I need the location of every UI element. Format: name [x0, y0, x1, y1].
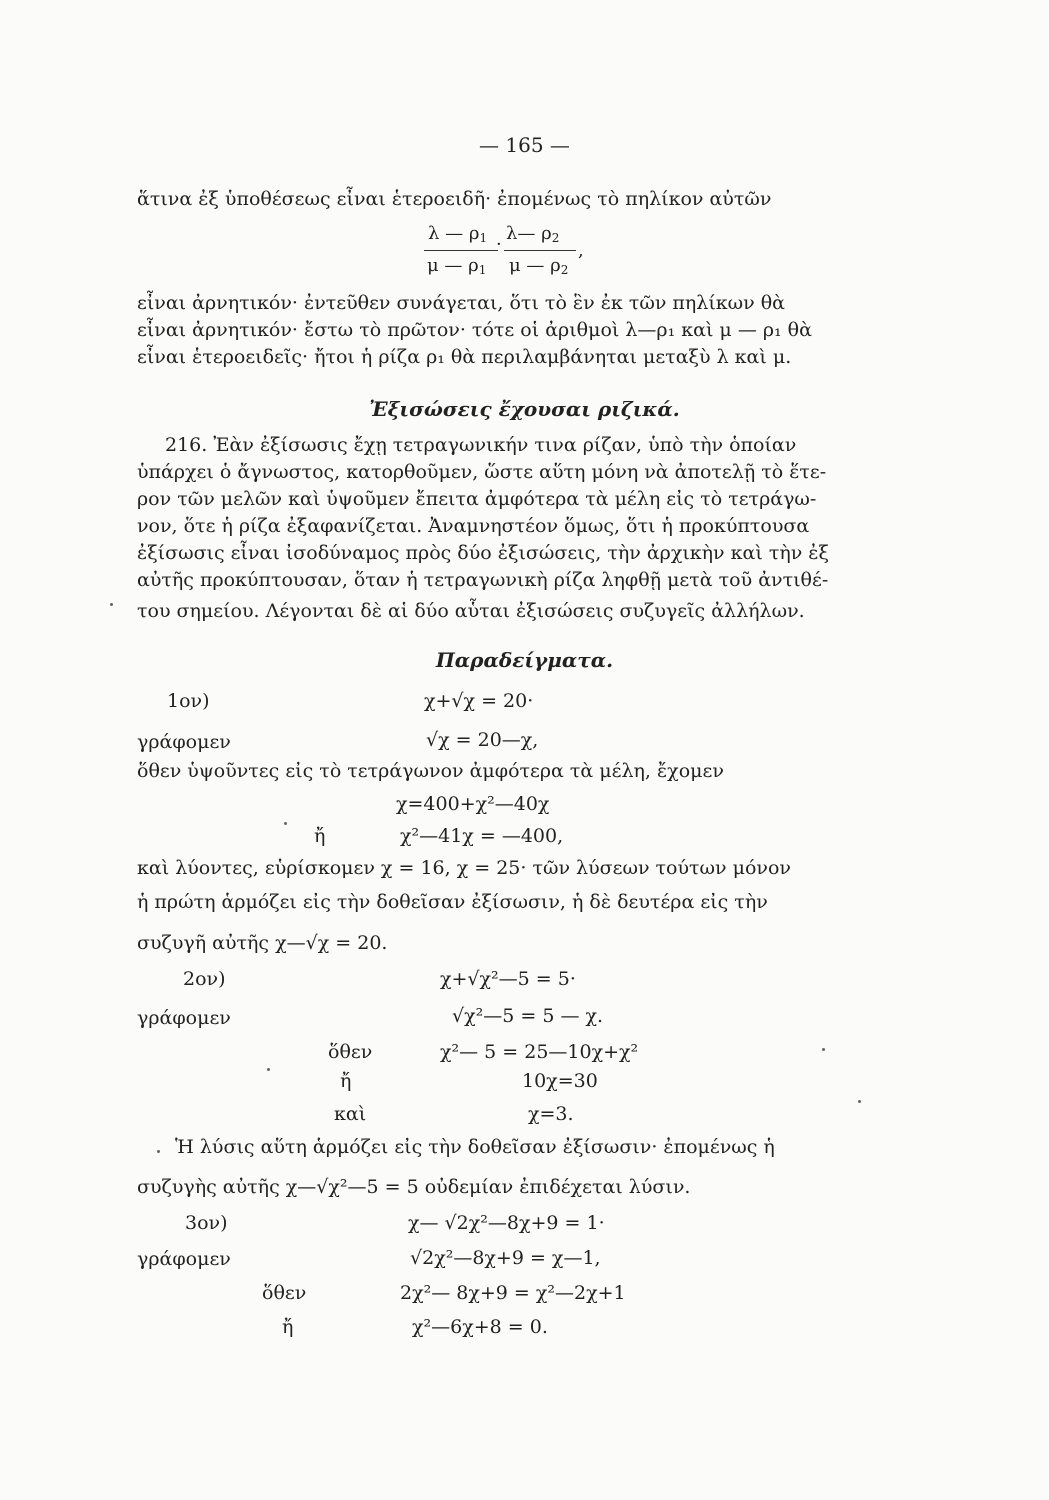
- fraction-bar-2: [504, 250, 576, 251]
- example-label: 2ον): [183, 968, 226, 990]
- examples-heading: Παραδείγματα.: [435, 648, 614, 672]
- text-line: ἡ πρώτη ἁρμόζει εἰς τὴν δοθεῖσαν ἐξίσωσιν, ἡ δὲ δευτέρα εἰς τὴν: [137, 891, 768, 913]
- equation: χ=400+χ²—40χ: [396, 793, 550, 815]
- para216-line: ἐξίσωσις εἶναι ἰσοδύναμος πρὸς δύο ἐξισώσεις, τὴν ἀρχικὴν καὶ τὴν ἐξ: [137, 542, 829, 564]
- denominator-1: μ — $\rho_1$: [427, 255, 487, 277]
- word-hothen: ὅθεν: [328, 1041, 373, 1063]
- para216-line: ὑπάρχει ὁ ἄγνωστος, κατορθοῦμεν, ὥστε αὕτη μόνη νὰ ἀποτελῇ τὸ ἕτε-: [137, 461, 827, 483]
- text-line: ὅθεν ὑψοῦντες εἰς τὸ τετράγωνον ἀμφότερα τὰ μέλη, ἔχομεν: [137, 760, 724, 782]
- scan-speck: [822, 1048, 825, 1051]
- para216-line: νον, ὅτε ἡ ρίζα ἐξαφανίζεται. Ἀναμνηστέον ὅμως, ὅτι ἡ προκύπτουσα: [137, 515, 810, 537]
- word-or: ἤ: [314, 825, 326, 847]
- equation: √χ = 20—χ,: [426, 729, 539, 751]
- denominator-2: μ — $\rho_2$: [509, 255, 569, 277]
- equation: χ²—41χ = —400,: [400, 825, 564, 847]
- equation: 2χ²— 8χ+9 = χ²—2χ+1: [400, 1282, 626, 1304]
- text-line: Ἡ λύσις αὕτη ἁρμόζει εἰς τὴν δοθεῖσαν ἐξίσωσιν· ἐπομένως ἡ: [175, 1136, 775, 1158]
- section-heading: Ἐξισώσεις ἔχουσαι ριζικά.: [369, 397, 680, 421]
- page-number: — 165 —: [479, 133, 570, 157]
- scan-speck: [157, 1150, 160, 1153]
- text-line: καὶ λύοντες, εὑρίσκομεν χ = 16, χ = 25· τῶν λύσεων τούτων μόνον: [137, 857, 791, 879]
- word-grafomen: γράφομεν: [137, 1248, 231, 1270]
- equation: χ— √2χ²—8χ+9 = 1·: [408, 1212, 605, 1234]
- word-grafomen: γράφομεν: [137, 1007, 231, 1029]
- scan-speck: [110, 603, 113, 606]
- word-or: ἤ: [340, 1070, 352, 1092]
- equation: χ+√χ = 20·: [424, 690, 534, 712]
- equation: χ²— 5 = 25—10χ+χ²: [440, 1041, 639, 1063]
- equation: √χ²—5 = 5 — χ.: [452, 1005, 604, 1027]
- equation: 10χ=30: [522, 1070, 598, 1092]
- para1-line1: εἶναι ἀρνητικόν· ἐντεῦθεν συνάγεται, ὅτι τὸ ἓν ἐκ τῶν πηλίκων θὰ: [137, 292, 786, 314]
- word-or: ἤ: [282, 1316, 294, 1338]
- equation: χ²—6χ+8 = 0.: [412, 1316, 548, 1338]
- example-label: 3ον): [185, 1212, 228, 1234]
- multiply-dot: ·: [496, 234, 502, 255]
- intro-line: ἅτινα ἐξ ὑποθέσεως εἶναι ἑτεροειδῆ· ἐπομένως τὸ πηλίκον αὐτῶν: [137, 188, 772, 210]
- word-hothen: ὅθεν: [262, 1282, 307, 1304]
- scan-speck: [284, 822, 287, 825]
- fraction-bar-1: [424, 250, 498, 251]
- scan-speck: [858, 1100, 861, 1103]
- equation: χ+√χ²—5 = 5·: [440, 968, 576, 990]
- text-line: συζυγὴς αὐτῆς χ—√χ²—5 = 5 οὐδεμίαν ἐπιδέχεται λύσιν.: [137, 1176, 691, 1198]
- equation: χ=3.: [528, 1103, 574, 1125]
- text-line: συζυγῆ αὐτῆς χ—√χ = 20.: [137, 932, 388, 954]
- numerator-1: λ — $\rho_1$: [428, 223, 488, 245]
- para216-line: αὐτῆς προκύπτουσαν, ὅταν ἡ τετραγωνικὴ ρίζα ληφθῇ μετὰ τοῦ ἀντιθέ-: [137, 569, 829, 591]
- fraction-comma: ,: [578, 240, 584, 261]
- para216-line: ρον τῶν μελῶν καὶ ὑψοῦμεν ἔπειτα ἀμφότερα τὰ μέλη εἰς τὸ τετράγω-: [137, 488, 817, 510]
- word-kai: καὶ: [334, 1103, 367, 1125]
- numerator-2: λ— $\rho_2$: [506, 223, 560, 245]
- para216-line: του σημείου. Λέγονται δὲ αἱ δύο αὗται ἐξισώσεις συζυγεῖς ἀλλήλων.: [137, 600, 805, 622]
- example-label: 1ον): [167, 690, 210, 712]
- word-grafomen: γράφομεν: [137, 731, 231, 753]
- equation: √2χ²—8χ+9 = χ—1,: [410, 1247, 601, 1269]
- scan-speck: [267, 1068, 270, 1071]
- para1-line3: εἶναι ἑτεροειδεῖς· ἤτοι ἡ ρίζα ρ₁ θὰ περιλαμβάνηται μεταξὺ λ καὶ μ.: [137, 346, 792, 368]
- para1-line2: εἶναι ἀρνητικόν· ἔστω τὸ πρῶτον· τότε οἱ ἀριθμοὶ λ—ρ₁ καὶ μ — ρ₁ θὰ: [137, 319, 812, 341]
- para216-line: 216. Ἐὰν ἐξίσωσις ἔχῃ τετραγωνικήν τινα ρίζαν, ὑπὸ τὴν ὁποίαν: [165, 434, 797, 456]
